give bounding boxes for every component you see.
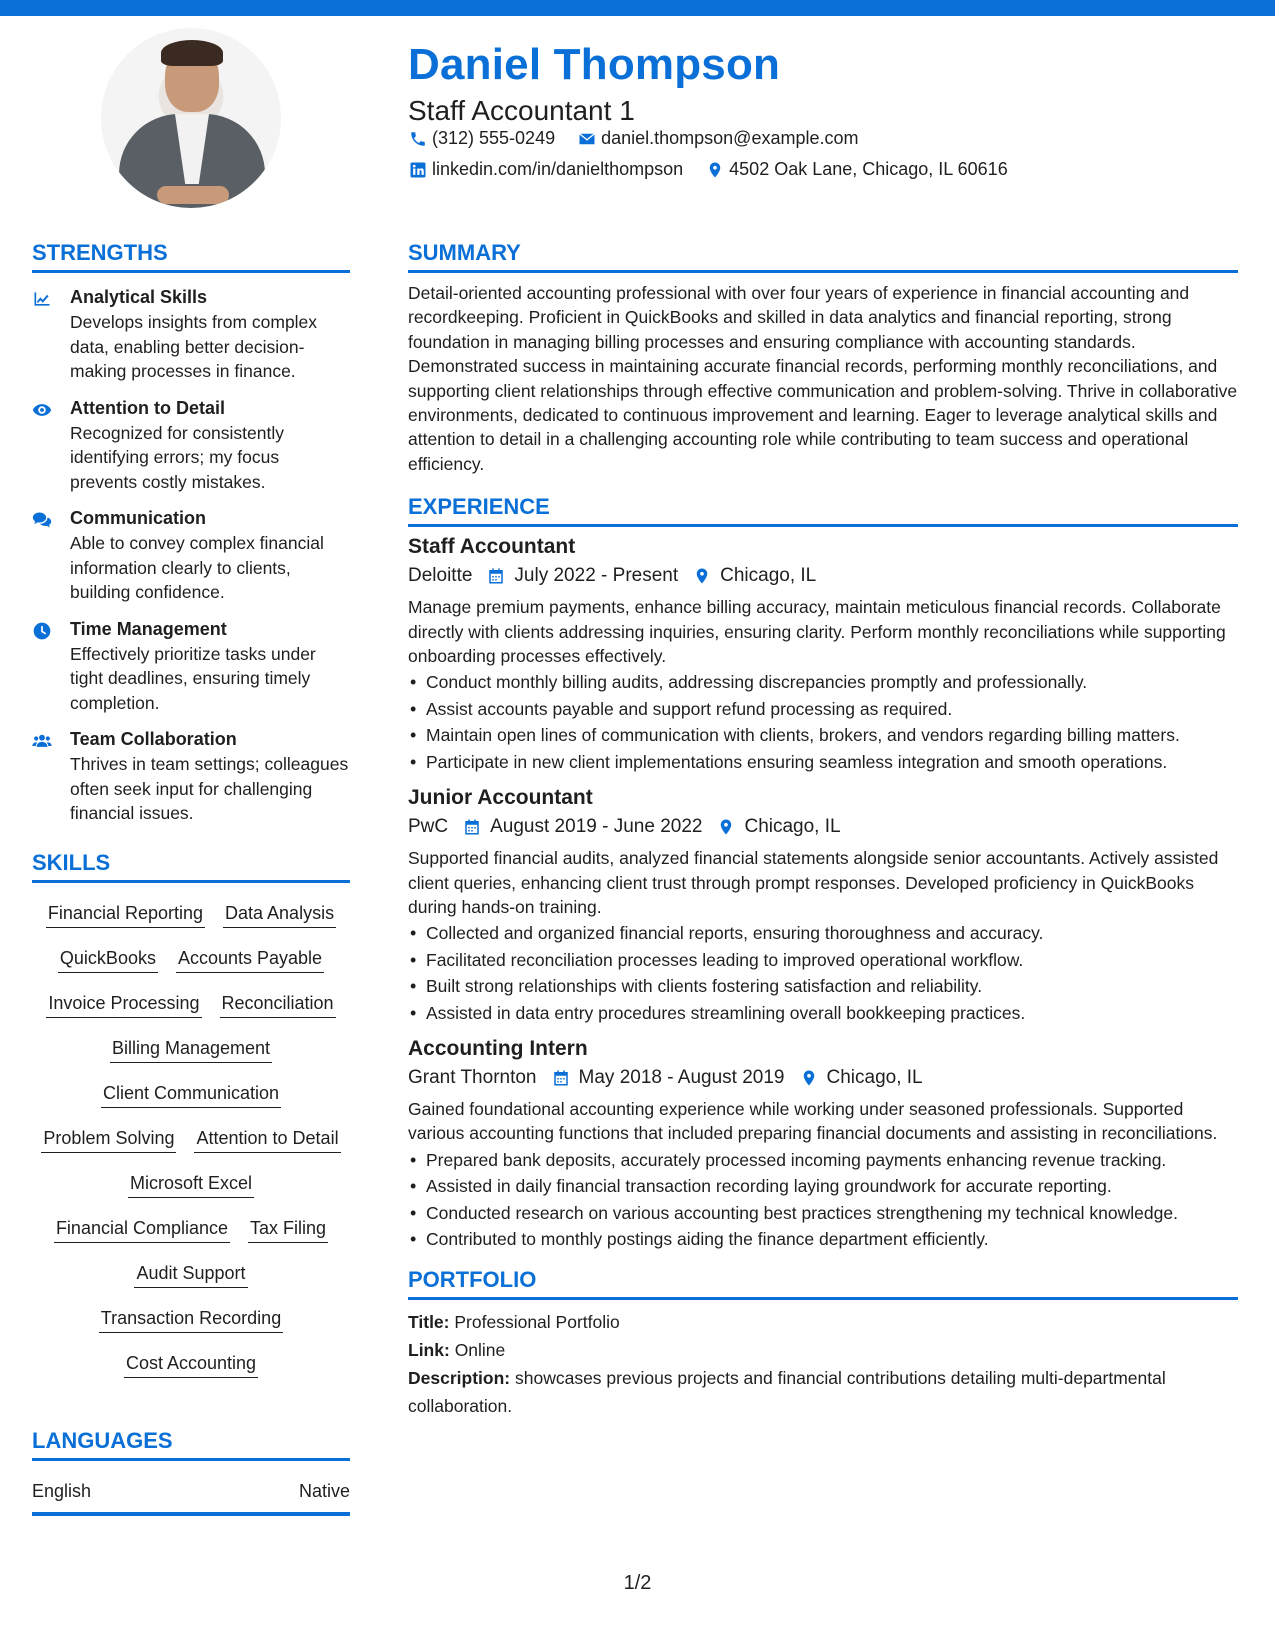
job-description: Manage premium payments, enhance billing accuracy, maintain meticulous financial records. Collaborate directly with clients addressing inquiries, ensuring clarity. Perform monthly reconciliations while supporting onboarding processes effectively.	[408, 597, 1226, 667]
strength-desc: Develops insights from complex data, enabling better decision-making processes in finance.	[70, 312, 318, 381]
strength-item	[32, 508, 350, 605]
skill-tag: Attention to Detail	[194, 1128, 340, 1153]
job-dates	[486, 565, 678, 587]
portfolio-title-value: Professional Portfolio	[454, 1312, 620, 1333]
skill-row	[32, 1163, 350, 1208]
address-item	[705, 159, 1008, 180]
skill-row	[32, 1118, 350, 1163]
job-description: Supported financial audits, analyzed financial statements alongside senior accountants. Actively assisted client queries, enhancing client trust through prompt responses. Developed proficiency in QuickBooks during hands-on training.	[408, 848, 1219, 917]
strength-item	[32, 287, 350, 384]
job-meta	[408, 816, 1238, 838]
strength-name: Analytical Skills	[70, 287, 208, 307]
skill-tag: Data Analysis	[223, 903, 336, 928]
job-dates	[551, 1067, 785, 1089]
job-bullets	[408, 1148, 1238, 1252]
skill-tag: Microsoft Excel	[128, 1173, 254, 1198]
job-bullets	[408, 670, 1238, 774]
portfolio-link-value[interactable]: Online	[454, 1340, 506, 1361]
list-item: • Conducted research on various accounting best practices strengthening my technical knowledge.	[408, 1201, 1238, 1225]
list-item: • Contributed to monthly postings aiding the finance department efficiently.	[408, 1227, 1238, 1251]
map-pin-icon	[705, 160, 725, 180]
skills-list	[32, 893, 350, 1388]
skill-row	[32, 893, 350, 938]
skill-row	[32, 1208, 350, 1253]
list-item: • Assisted in data entry procedures streamlining overall bookkeeping practices.	[408, 1001, 1238, 1025]
portfolio-heading: PORTFOLIO	[408, 1267, 1238, 1300]
strength-name: Attention to Detail	[70, 397, 225, 418]
portfolio-details	[408, 1308, 1238, 1420]
language-name: English	[32, 1480, 92, 1501]
job-company	[408, 816, 448, 838]
phone-icon	[408, 129, 428, 149]
users-icon	[32, 729, 70, 826]
list-item: • Assist accounts payable and support refund processing as required.	[408, 697, 1238, 721]
email-text[interactable]: daniel.thompson@example.com	[601, 128, 859, 148]
dates-text: July 2022 - Present	[514, 565, 679, 587]
portfolio-description	[408, 1364, 1238, 1420]
job-entry	[408, 786, 1238, 1025]
phone-item	[408, 128, 555, 149]
map-pin-icon	[692, 566, 712, 586]
languages-heading: LANGUAGES	[32, 1428, 350, 1461]
portfolio-title	[408, 1308, 1238, 1336]
language-item	[32, 1481, 350, 1516]
skill-row	[32, 1298, 350, 1343]
envelope-icon	[577, 129, 597, 149]
job-entry	[408, 535, 1238, 774]
summary-heading: SUMMARY	[408, 240, 1238, 273]
portfolio-link-label: Link:	[408, 1340, 450, 1361]
profile-photo	[101, 28, 281, 208]
skill-row	[32, 983, 350, 1028]
job-dates	[462, 816, 702, 838]
candidate-title: Staff Accountant 1	[408, 95, 635, 126]
dates-text: May 2018 - August 2019	[578, 1066, 785, 1088]
location-text: Chicago, IL	[826, 1066, 923, 1088]
location-text: Chicago, IL	[744, 816, 841, 838]
list-item: • Maintain open lines of communication with clients, brokers, and vendors regarding billing matters.	[408, 723, 1238, 747]
company-text: Deloitte	[408, 565, 473, 587]
candidate-name: Daniel Thompson	[408, 40, 781, 89]
company-text: Grant Thornton	[408, 1066, 537, 1088]
strength-desc: Recognized for consistently identifying errors; my focus prevents costly mistakes.	[70, 422, 284, 492]
top-accent-bar	[0, 0, 1275, 16]
dates-text: August 2019 - June 2022	[490, 816, 703, 838]
summary-text: Detail-oriented accounting professional with over four years of experience in financial accounting and recordkeeping. Proficient in QuickBooks and skilled in data analytics and financial reporting, strong foundation in managing billing processes and ensuring compliance with accounting standards. Demonstrated success in maintaining accurate financial records, performing monthly reconciliations, and supporting client relationships through effective communication and problem-solving. Thrive in collaborative environments, dedicated to continuous improvement and learning. Eager to leverage analytical skills and attention to detail in a challenging accounting role while contributing to team success and operational efficiency.	[408, 283, 1238, 474]
job-title: Staff Accountant	[408, 535, 576, 559]
skill-tag: Transaction Recording	[99, 1308, 283, 1333]
skill-tag: Financial Reporting	[46, 903, 205, 928]
skill-row	[32, 1073, 350, 1118]
list-item: • Collected and organized financial reports, ensuring thoroughness and accuracy.	[408, 921, 1238, 945]
clock-icon	[32, 619, 70, 716]
skill-tag: QuickBooks	[58, 948, 158, 973]
skill-row	[32, 1028, 350, 1073]
strengths-heading: STRENGTHS	[32, 240, 350, 273]
skill-tag: Audit Support	[134, 1263, 247, 1288]
job-title: Junior Accountant	[408, 786, 593, 810]
page-number: 1/2	[623, 1572, 652, 1594]
job-location	[692, 565, 816, 587]
contact-row-2	[408, 159, 1030, 180]
skill-tag: Reconciliation	[220, 993, 336, 1018]
skills-heading: SKILLS	[32, 850, 350, 883]
list-item: • Prepared bank deposits, accurately processed incoming payments enhancing revenue tracking.	[408, 1148, 1238, 1172]
portfolio-title-label: Title:	[408, 1312, 450, 1333]
address-text: 4502 Oak Lane, Chicago, IL 60616	[729, 159, 1008, 179]
calendar-icon	[486, 566, 506, 586]
list-item: • Built strong relationships with clients fostering satisfaction and reliability.	[408, 974, 1238, 998]
phone-text[interactable]: (312) 555-0249	[432, 128, 556, 148]
strength-name: Communication	[70, 508, 207, 528]
calendar-icon	[551, 1068, 571, 1088]
job-location	[716, 816, 840, 838]
left-column	[32, 240, 350, 1516]
right-column	[408, 240, 1238, 1420]
skill-tag: Financial Compliance	[54, 1218, 230, 1243]
contact-row-1	[408, 128, 881, 149]
strength-desc: Thrives in team settings; colleagues often seek input for challenging financial issues.	[70, 754, 349, 823]
skill-tag: Invoice Processing	[46, 993, 201, 1018]
job-description: Gained foundational accounting experience while working under seasoned professionals. Supported various accounting functions that included preparing financial documents and assisting in reconciliations.	[408, 1098, 1218, 1144]
portfolio-link	[408, 1336, 1238, 1364]
job-title: Accounting Intern	[408, 1036, 588, 1060]
email-item	[577, 128, 858, 149]
list-item: • Facilitated reconciliation processes leading to improved operational workflow.	[408, 948, 1238, 972]
strength-item	[32, 729, 350, 826]
map-pin-icon	[799, 1068, 819, 1088]
list-item: • Assisted in daily financial transaction recording laying groundwork for accurate reporting.	[408, 1174, 1238, 1198]
strength-item	[32, 398, 350, 495]
skill-row	[32, 1343, 350, 1388]
eye-icon	[32, 398, 70, 495]
portfolio-desc-label: Description:	[408, 1368, 511, 1389]
language-level: Native	[298, 1480, 350, 1501]
job-company	[408, 1067, 537, 1089]
list-item: • Conduct monthly billing audits, addressing discrepancies promptly and professionally.	[408, 670, 1238, 694]
skill-tag: Client Communication	[101, 1083, 281, 1108]
linkedin-text[interactable]: linkedin.com/in/danielthompson	[432, 159, 684, 179]
skill-tag: Billing Management	[110, 1038, 272, 1063]
linkedin-item	[408, 159, 683, 180]
job-meta	[408, 565, 1238, 587]
job-company	[408, 565, 472, 587]
job-bullets	[408, 921, 1238, 1025]
calendar-icon	[462, 817, 482, 837]
portfolio-desc-value: showcases previous projects and financial contributions detailing multi-departmental collaboration.	[408, 1368, 1166, 1417]
location-text: Chicago, IL	[720, 565, 817, 587]
list-item: • Participate in new client implementations ensuring seamless integration and smooth operations.	[408, 750, 1238, 774]
experience-heading: EXPERIENCE	[408, 494, 1238, 527]
strength-name: Time Management	[70, 618, 227, 639]
strength-name: Team Collaboration	[70, 729, 237, 749]
comments-icon	[32, 508, 70, 605]
skill-row	[32, 938, 350, 983]
skill-tag: Tax Filing	[248, 1218, 328, 1243]
skill-tag: Problem Solving	[41, 1128, 176, 1153]
job-entry	[408, 1037, 1238, 1251]
linkedin-icon	[408, 160, 428, 180]
skill-tag: Accounts Payable	[176, 948, 324, 973]
map-pin-icon	[716, 817, 736, 837]
strength-desc: Able to convey complex financial information clearly to clients, building confidence.	[70, 533, 324, 602]
strength-desc: Effectively prioritize tasks under tight deadlines, ensuring timely completion.	[70, 643, 316, 713]
skill-tag: Cost Accounting	[124, 1353, 258, 1378]
skill-row	[32, 1253, 350, 1298]
company-text: PwC	[408, 816, 449, 838]
job-meta	[408, 1067, 1238, 1089]
job-location	[799, 1067, 923, 1089]
strength-item	[32, 619, 350, 716]
chart-line-icon	[32, 287, 70, 384]
